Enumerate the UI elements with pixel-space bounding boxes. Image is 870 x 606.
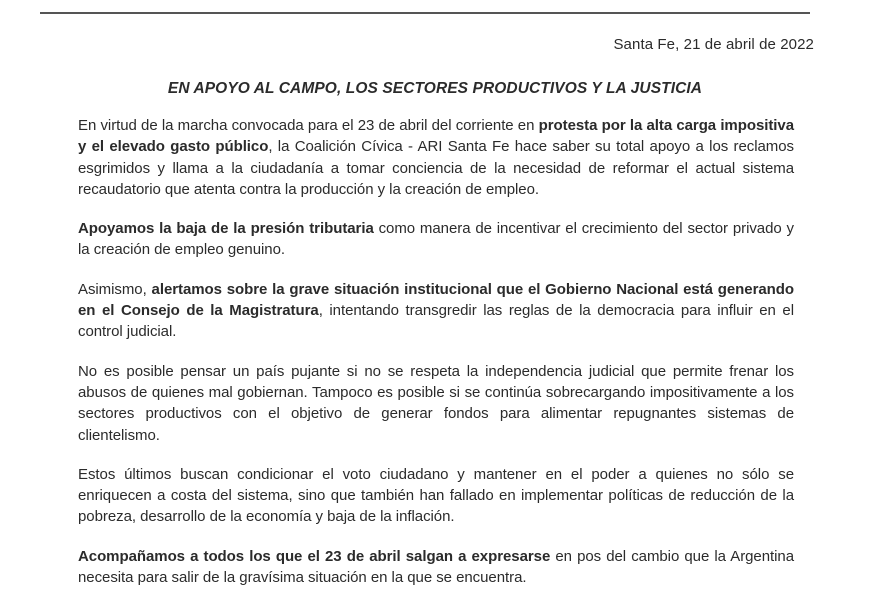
paragraph-1-text-b: , la Coalición Cívica - ARI Santa Fe hace saber su total apoyo a los reclamos esgrimidos y llama a la ciudadanía a tomar conciencia de la necesidad de reformar el actual sistema recaudatorio que atenta contra la producción y la creación de empleo.	[78, 138, 794, 198]
paragraph-1-bold: protesta por la alta carga impositiva y el elevado gasto público	[78, 117, 795, 156]
paragraph-6-text: en pos del cambio que la Argentina necesita para salir de la gravísima situación en la que se encuentra.	[78, 547, 794, 587]
paragraph-1-text-a: En virtud de la marcha convocada para el 23 de abril del corriente en	[78, 117, 539, 134]
paragraph-2-bold: Apoyamos la baja de la presión tributaria	[78, 220, 374, 238]
paragraph-3-text-a: Asimismo,	[78, 280, 152, 298]
paragraph-3	[78, 279, 794, 343]
paragraph-2	[78, 218, 794, 261]
paragraph-6-bold: Acompañamos a todos los que el 23 de abril salgan a expresarse	[78, 547, 551, 565]
paragraph-3-text-b: , intentando transgredir las reglas de la democracia para influir en el control judicial.	[78, 302, 794, 341]
document-title: EN APOYO AL CAMPO, LOS SECTORES PRODUCTIVOS Y LA JUSTICIA	[167, 80, 703, 97]
paragraph-2-text: como manera de incentivar el crecimiento del sector privado y la creación de empleo genuino.	[78, 220, 794, 259]
paragraph-6	[78, 546, 794, 589]
paragraph-5-text: Estos últimos buscan condicionar el voto ciudadano y mantener en el poder a quienes no sólo se enriquecen a costa del sistema, sino que también han fallado en implementar políticas de reducción de la pobreza, desarrollo de la economía y baja de la inflación.	[78, 465, 794, 526]
paragraph-4	[78, 361, 794, 446]
paragraph-3-bold: alertamos sobre la grave situación institucional que el Gobierno Nacional está generando en el Consejo de la Magistratura	[78, 280, 794, 320]
document-date: Santa Fe, 21 de abril de 2022	[613, 36, 814, 53]
paragraph-4-text: No es posible pensar un país pujante si no se respeta la independencia judicial que permite frenar los abusos de quienes mal gobiernan. Tampoco es posible si se continúa sobrecargando impositivamente a los sectores productivos con el objetivo de generar fondos para alimentar repugnantes sistemas de clientelismo.	[78, 362, 794, 444]
paragraph-1	[78, 115, 794, 200]
document-body	[78, 115, 794, 606]
paragraph-5	[78, 464, 794, 528]
header-rule	[40, 12, 810, 14]
